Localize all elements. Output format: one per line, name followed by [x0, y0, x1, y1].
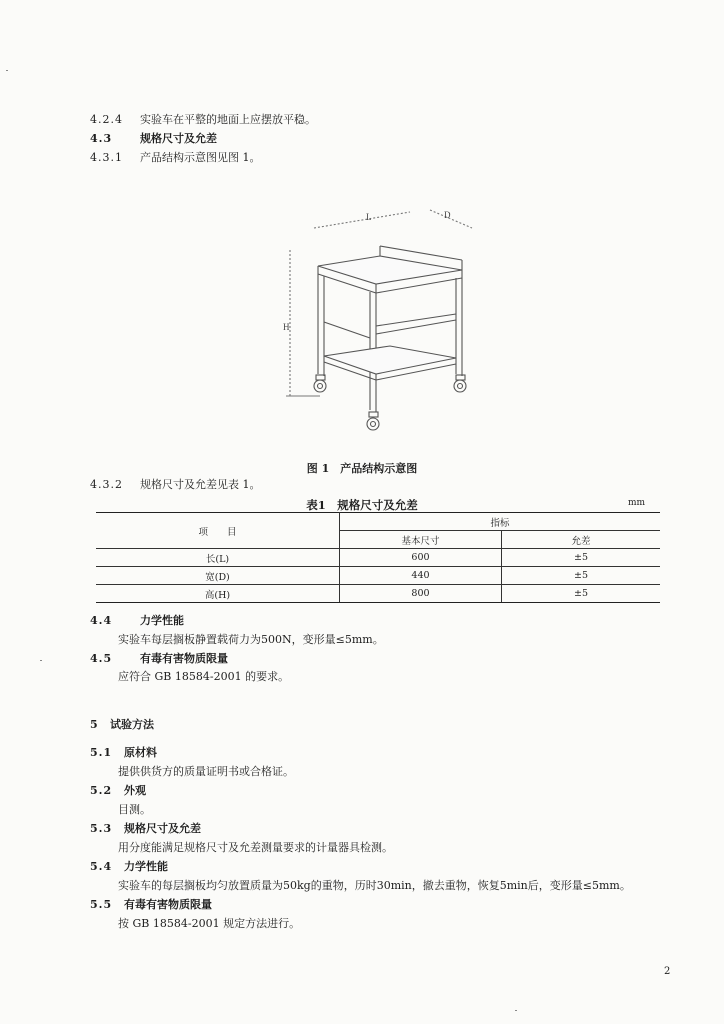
clause-number: 5.4	[90, 860, 113, 873]
cell-tol: ±5	[502, 567, 661, 585]
clause-4-3-1	[90, 151, 261, 165]
table-row	[96, 585, 660, 603]
heading-text: 有毒有害物质限量	[124, 898, 212, 911]
heading-text: 力学性能	[140, 614, 184, 627]
heading-5-5	[90, 898, 212, 912]
clause-4-3-2	[90, 478, 261, 492]
table-row	[96, 567, 660, 585]
scan-speck	[6, 70, 8, 71]
figure-1-cart-diagram	[280, 198, 500, 456]
heading-4-4	[90, 614, 184, 628]
clause-number: 4.3	[90, 132, 113, 145]
clause-text: 实验车在平整的地面上应摆放平稳。	[140, 113, 316, 126]
clause-5-2-body: 目测。	[118, 803, 151, 816]
heading-text: 原材料	[124, 746, 157, 759]
label-l: L	[366, 212, 372, 222]
cell-item: 宽(D)	[96, 567, 340, 585]
clause-number: 5.5	[90, 898, 113, 911]
heading-5-3	[90, 822, 201, 836]
heading-5	[90, 718, 154, 732]
cell-tol: ±5	[502, 585, 661, 603]
clause-number: 4.2.4	[90, 113, 123, 126]
heading-5-1	[90, 746, 157, 760]
table-unit: mm	[628, 498, 646, 508]
cart-diagram	[280, 198, 500, 456]
header-basic: 基本尺寸	[340, 531, 502, 549]
header-index: 指标	[340, 513, 661, 531]
table-title: 表1 规格尺寸及允差	[306, 498, 418, 512]
heading-text: 试验方法	[110, 718, 154, 731]
clause-4-2-4	[90, 113, 316, 127]
spec-table	[96, 512, 660, 603]
cell-tol: ±5	[502, 549, 661, 567]
scan-speck	[40, 660, 42, 661]
figure-caption: 图 1 产品结构示意图	[306, 462, 418, 475]
heading-4-5	[90, 652, 228, 666]
heading-text: 有毒有害物质限量	[140, 652, 228, 665]
label-h: H	[283, 322, 290, 332]
clause-number: 4.3.1	[90, 151, 123, 164]
clause-number: 5.3	[90, 822, 113, 835]
clause-5-4-body: 实验车的每层搁板均匀放置质量为50kg的重物，历时30min，撤去重物，恢复5min后，变形量≤5mm。	[118, 879, 631, 892]
header-item: 项 目	[96, 513, 340, 549]
cell-basic: 440	[340, 567, 502, 585]
clause-5-5-body: 按 GB 18584-2001 规定方法进行。	[118, 917, 301, 930]
clause-5-1-body: 提供供货方的质量证明书或合格证。	[118, 765, 294, 778]
table-row	[96, 549, 660, 567]
clause-number: 4.3.2	[90, 478, 123, 491]
cell-item: 长(L)	[96, 549, 340, 567]
page-number: 2	[664, 966, 671, 977]
heading-text: 规格尺寸及允差	[124, 822, 201, 835]
clause-5-3-body: 用分度能满足规格尺寸及允差测量要求的计量器具检测。	[118, 841, 393, 854]
heading-4-3	[90, 132, 217, 146]
heading-5-2	[90, 784, 146, 798]
clause-text: 产品结构示意图见图 1。	[140, 151, 261, 164]
clause-number: 5	[90, 718, 99, 731]
clause-number: 5.2	[90, 784, 113, 797]
heading-text: 外观	[124, 784, 146, 797]
clause-number: 4.5	[90, 652, 113, 665]
table-header-row	[96, 513, 660, 531]
header-tol: 允差	[502, 531, 661, 549]
clause-number: 5.1	[90, 746, 113, 759]
clause-number: 4.4	[90, 614, 113, 627]
cell-basic: 800	[340, 585, 502, 603]
heading-text: 规格尺寸及允差	[140, 132, 217, 145]
clause-4-5-body: 应符合 GB 18584-2001 的要求。	[118, 670, 290, 683]
heading-text: 力学性能	[124, 860, 168, 873]
cell-item: 高(H)	[96, 585, 340, 603]
clause-4-4-body: 实验车每层搁板静置载荷力为500N，变形量≤5mm。	[118, 633, 384, 646]
label-d: D	[444, 210, 451, 220]
heading-5-4	[90, 860, 168, 874]
clause-text: 规格尺寸及允差见表 1。	[140, 478, 261, 491]
scan-speck	[515, 1010, 517, 1011]
cell-basic: 600	[340, 549, 502, 567]
